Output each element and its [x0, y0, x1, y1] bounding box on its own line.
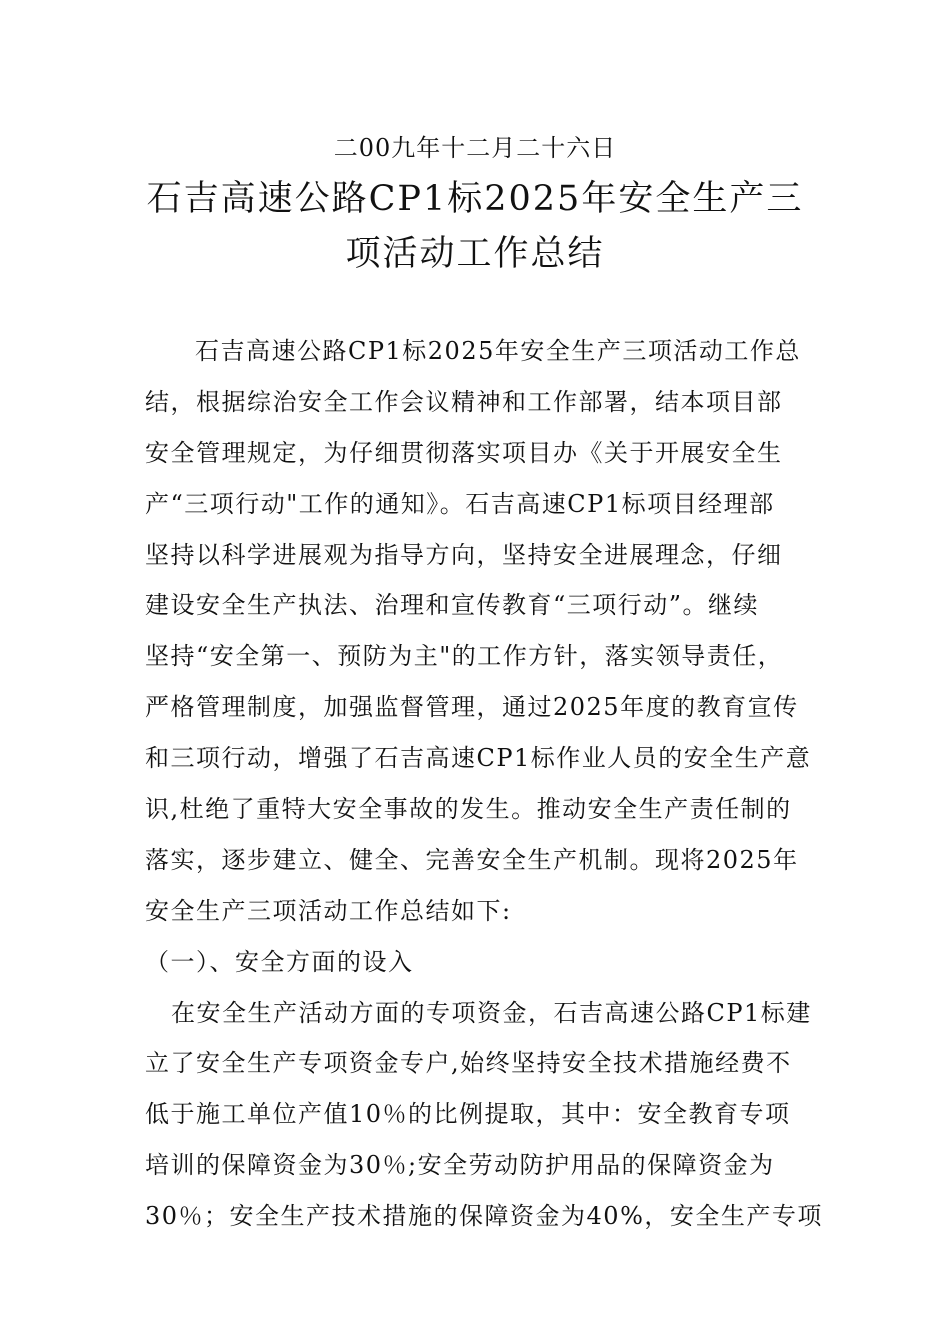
section-heading: （一）、安全方面的设入: [145, 947, 414, 976]
paragraph-line: 培训的保障资金为30％;安全劳动防护用品的保障资金为: [145, 1151, 775, 1180]
paragraph-line: 安全管理规定，为仔细贯彻落实项目办《关于开展安全生: [145, 438, 783, 467]
paragraph-line: 建设安全生产执法、治理和宣传教育“三项行动”。继续: [145, 591, 760, 620]
paragraph-line: 落实，逐步建立、健全、完善安全生产机制。现将2025年: [145, 845, 799, 874]
title-line: 石吉高速公路CP1标2025年安全生产三: [146, 179, 804, 219]
document-title: [0, 172, 950, 282]
paragraph-line: 石吉高速公路CP1标2025年安全生产三项活动工作总: [195, 337, 801, 365]
paragraph-line: 坚持“安全第一、预防为主"的工作方针，落实领导责任，: [145, 642, 784, 671]
paragraph-line: 30％；安全生产技术措施的保障资金为40%，安全生产专项: [145, 1202, 823, 1231]
paragraph-line: 在安全生产活动方面的专项资金，石吉高速公路CP1标建: [171, 998, 812, 1027]
paragraph-line: 坚持以科学进展观为指导方向，坚持安全进展理念，仔细: [145, 540, 783, 569]
paragraph-line: 和三项行动，增强了石吉高速CP1标作业人员的安全生产意: [145, 744, 812, 773]
paragraph-line: 结，根据综治安全工作会议精神和工作部署，结本项目部: [145, 387, 783, 416]
document-body: [145, 326, 823, 1242]
paragraph-line: 立了安全生产专项资金专户,始终坚持安全技术措施经费不: [145, 1049, 792, 1078]
paragraph-line: 严格管理制度，加强监督管理，通过2025年度的教育宣传: [145, 693, 799, 722]
document-date: 二00九年十二月二十六日: [333, 134, 617, 162]
paragraph-line: 安全生产三项活动工作总结如下:: [145, 896, 512, 925]
title-line: 项活动工作总结: [345, 234, 605, 274]
paragraph-line: 识,杜绝了重特大安全事故的发生。推动安全生产责任制的: [145, 795, 792, 824]
paragraph-line: 低于施工单位产值10％的比例提取，其中：安全教育专项: [145, 1100, 791, 1129]
paragraph-line: 产“三项行动"工作的通知》。石吉高速CP1标项目经理部: [145, 489, 775, 518]
